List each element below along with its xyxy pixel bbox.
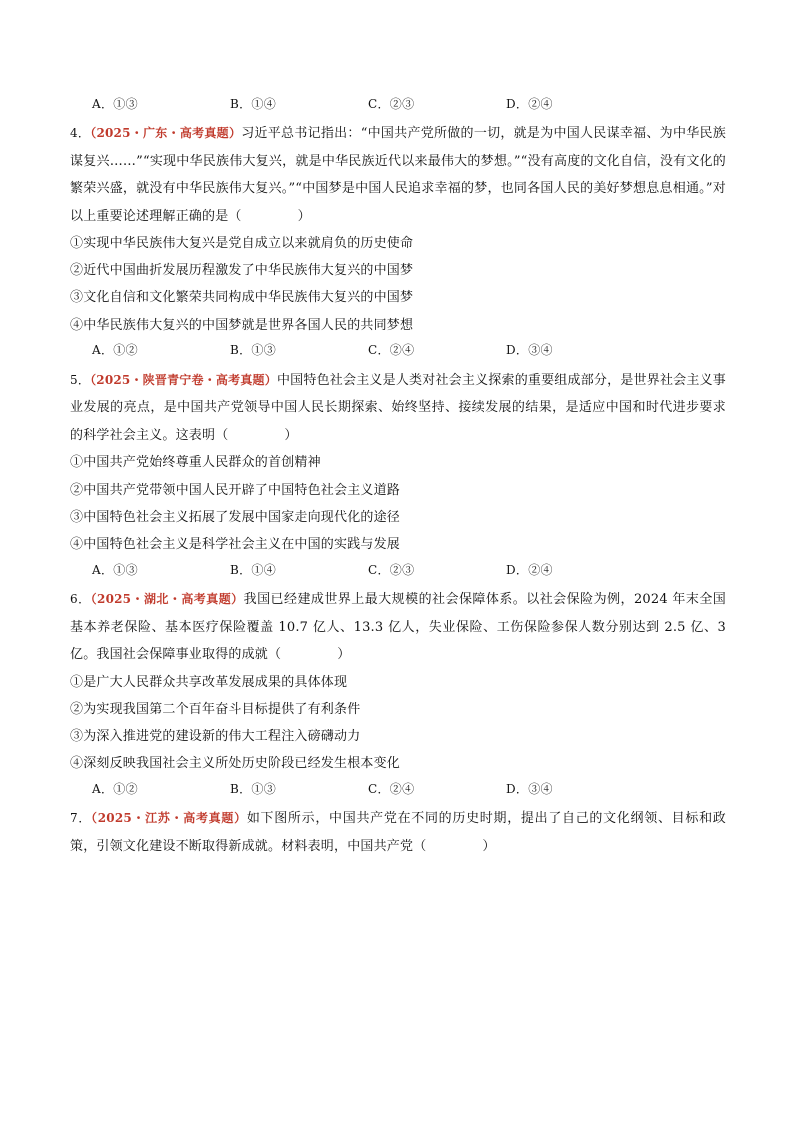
option-b: B．①③ bbox=[230, 781, 277, 796]
options-row bbox=[70, 777, 726, 799]
option-c: C．②③ bbox=[368, 562, 415, 577]
option-b: B．①④ bbox=[230, 96, 277, 111]
question-source: （2025・湖北・高考真题） bbox=[90, 592, 244, 607]
statement: ①中国共产党始终尊重人民群众的首创精神 bbox=[70, 455, 321, 471]
option-c: C．②③ bbox=[368, 96, 415, 111]
question-number: 7． bbox=[70, 811, 92, 826]
statement: ③文化自信和文化繁荣共同构成中华民族伟大复兴的中国梦 bbox=[70, 290, 414, 306]
question-text: 我国已经建成世界上最大规模的社会保障体系。以社会保险为例，2024 年末全国基本养老保险、基本医疗保险覆盖 10.7 亿人、13.3 亿人，失业保险、工伤保险参保人数分别达到 2.5 亿、3 亿。我国社会保障事业取得的成就（ bbox=[70, 592, 726, 663]
exam-page bbox=[70, 92, 726, 860]
statement: ③中国特色社会主义拓展了发展中国家走向现代化的途径 bbox=[70, 509, 401, 525]
question-stem: 5．（2025・陕晋青宁卷・高考真题）中国特色社会主义是人类对社会主义探索的重要组成部分，是世界社会主义事业发展的亮点，是中国共产党领导中国人民长期探索、始终坚持、接续发展的结果，是适应中国和时代进步要求的科学社会主义。这表明（ ） bbox=[70, 372, 726, 443]
statement: ②近代中国曲折发展历程激发了中华民族伟大复兴的中国梦 bbox=[70, 263, 414, 279]
option-b: B．①③ bbox=[230, 343, 277, 358]
statement: ①是广大人民群众共享改革发展成果的具体体现 bbox=[70, 674, 348, 690]
option-d: D．③④ bbox=[506, 781, 553, 796]
option-c: C．②④ bbox=[368, 343, 415, 358]
question-number: 4． bbox=[70, 126, 91, 140]
question-stem: 7．（2025・江苏・高考真题）如下图所示，中国共产党在不同的历史时期，提出了自己的文化纲领、目标和政策，引领文化建设不断取得新成就。材料表明，中国共产党（ ） bbox=[70, 811, 726, 854]
statement: ②中国共产党带领中国人民开辟了中国特色社会主义道路 bbox=[70, 482, 401, 498]
question-5 bbox=[70, 367, 726, 580]
question-4 bbox=[70, 120, 726, 361]
question-source: （2025・江苏・高考真题） bbox=[91, 811, 247, 826]
option-a: A．①③ bbox=[92, 562, 138, 577]
option-a: A．①② bbox=[92, 781, 138, 796]
question-number: 5． bbox=[70, 372, 91, 387]
option-d: D．③④ bbox=[506, 343, 553, 358]
question-stem: 6．（2025・湖北・高考真题）我国已经建成世界上最大规模的社会保障体系。以社会保险为例，2024 年末全国基本养老保险、基本医疗保险覆盖 10.7 亿人、13.3 亿人，失业保险、工伤保险参保人数分别达到 2.5 亿、3 亿。我国社会保障事业取得的成就（ ） bbox=[70, 592, 726, 663]
statement: ③为深入推进党的建设新的伟大工程注入磅礴动力 bbox=[70, 729, 361, 745]
option-c: C．②④ bbox=[368, 781, 415, 796]
question-source: （2025・广东・高考真题） bbox=[90, 126, 242, 140]
option-d: D．②④ bbox=[506, 96, 553, 111]
question-source: （2025・陕晋青宁卷・高考真题） bbox=[90, 372, 277, 387]
statement: ④中华民族伟大复兴的中国梦就是世界各国人民的共同梦想 bbox=[70, 317, 414, 333]
question-text: 如下图所示，中国共产党在不同的历史时期，提出了自己的文化纲领、目标和政策，引领文化建设不断取得新成就。材料表明，中国共产党（ bbox=[70, 811, 726, 854]
statement: ④中国特色社会主义是科学社会主义在中国的实践与发展 bbox=[70, 536, 401, 552]
statement: ①实现中华民族伟大复兴是党自成立以来就肩负的历史使命 bbox=[70, 236, 414, 251]
question-text: 习近平总书记指出：“中国共产党所做的一切，就是为中国人民谋幸福、为中华民族谋复兴……”“实现中华民族伟大复兴，就是中华民族近代以来最伟大的梦想。”“没有高度的文化自信，没有文化的繁荣兴盛，就没有中华民族伟大复兴。”“中国梦是中国人民追求幸福的梦，也同各国人民的美好梦想息息相通。”对以上重要论述理解正确的是（ bbox=[70, 126, 726, 224]
option-d: D．②④ bbox=[506, 562, 553, 577]
question-stem: 4．（2025・广东・高考真题）习近平总书记指出：“中国共产党所做的一切，就是为中国人民谋幸福、为中华民族谋复兴……”“实现中华民族伟大复兴，就是中华民族近代以来最伟大的梦想。”“没有高度的文化自信，没有文化的繁荣兴盛，就没有中华民族伟大复兴。”“中国梦是中国人民追求幸福的梦，也同各国人民的美好梦想息息相通。”对以上重要论述理解正确的是（ ） bbox=[70, 126, 726, 224]
statement: ②为实现我国第二个百年奋斗目标提供了有利条件 bbox=[70, 701, 361, 717]
question-text: 中国特色社会主义是人类对社会主义探索的重要组成部分，是世界社会主义事业发展的亮点，是中国共产党领导中国人民长期探索、始终坚持、接续发展的结果，是适应中国和时代进步要求的科学社会主义。这表明（ bbox=[70, 372, 726, 443]
option-b: B．①④ bbox=[230, 562, 277, 577]
statement: ④深刻反映我国社会主义所处历史阶段已经发生根本变化 bbox=[70, 756, 401, 772]
question-6 bbox=[70, 586, 726, 799]
options-row bbox=[70, 558, 726, 580]
options-row-prev bbox=[70, 92, 726, 114]
question-7 bbox=[70, 805, 726, 860]
question-number: 6． bbox=[70, 592, 91, 607]
options-row bbox=[70, 339, 726, 361]
option-a: A．①③ bbox=[92, 96, 138, 111]
option-a: A．①② bbox=[92, 343, 138, 358]
